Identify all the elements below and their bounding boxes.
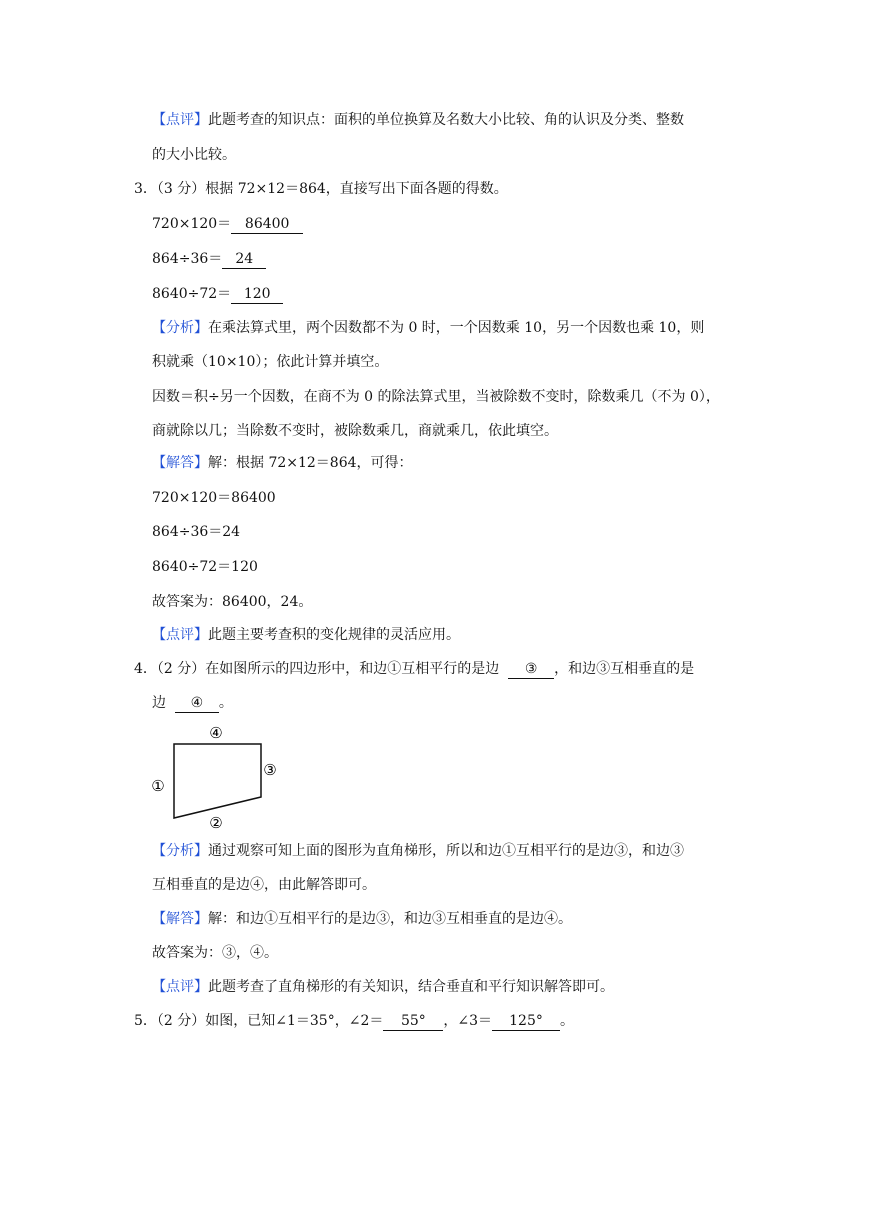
solution-text: 解：根据 72×12＝864，可得： xyxy=(208,455,413,471)
q4-stem-part-3: 边 xyxy=(152,695,166,711)
q3-item-2-expr: 864÷36＝ xyxy=(152,251,223,267)
q4-stem xyxy=(134,659,694,679)
analysis-tag: 【分析】 xyxy=(152,843,208,859)
q4-stem-part-2: ，和边③互相垂直的是 xyxy=(554,661,695,677)
q4-analysis-2: 互相垂直的是边④，由此解答即可。 xyxy=(152,877,376,893)
figure-label-top: ④ xyxy=(209,724,223,742)
q3-stem: 3．（3 分）根据 72×12＝864，直接写出下面各题的得数。 xyxy=(134,181,508,197)
q3-item-3 xyxy=(152,284,283,304)
q3-item-1-expr: 720×120＝ xyxy=(152,216,232,232)
q4-analysis xyxy=(152,841,684,861)
figure-label-bottom: ② xyxy=(209,814,223,832)
review-tag: 【点评】 xyxy=(152,979,208,995)
review-text: 此题主要考查积的变化规律的灵活应用。 xyxy=(208,627,460,643)
q3-solution xyxy=(152,453,413,473)
analysis-text: 通过观察可知上面的图形为直角梯形，所以和边①互相平行的是边③，和边③ xyxy=(208,843,684,859)
q3-item-2-answer: 24 xyxy=(222,250,266,269)
review-tag: 【点评】 xyxy=(152,112,208,128)
q5-stem xyxy=(134,1011,574,1031)
q5-stem-part-2: ，∠3＝ xyxy=(443,1013,492,1029)
trapezoid-shape xyxy=(174,744,261,818)
review-line xyxy=(152,110,684,130)
q3-item-1 xyxy=(152,214,303,234)
q4-stem-cont xyxy=(152,693,233,713)
solution-tag: 【解答】 xyxy=(152,455,208,471)
q4-solution xyxy=(152,909,572,929)
q3-solution-line-2: 864÷36＝24 xyxy=(152,524,241,540)
q3-item-3-answer: 120 xyxy=(231,285,283,304)
solution-tag: 【解答】 xyxy=(152,911,208,927)
q3-review xyxy=(152,625,460,645)
analysis-text: 在乘法算式里，两个因数都不为 0 时，一个因数乘 10，另一个因数也乘 10，则 xyxy=(208,320,705,336)
q5-stem-part-1: 5．（2 分）如图，已知∠1＝35°，∠2＝ xyxy=(134,1013,384,1029)
q4-answer-1: ③ xyxy=(508,660,554,679)
q5-answer-1: 55° xyxy=(383,1012,443,1031)
q3-item-1-answer: 86400 xyxy=(231,215,303,234)
q3-analysis-4: 商就除以几；当除数不变时，被除数乘几，商就乘几，依此填空。 xyxy=(152,423,558,439)
q5-stem-part-3: 。 xyxy=(560,1013,574,1029)
q3-solution-line-3: 8640÷72＝120 xyxy=(152,559,258,575)
q3-item-2 xyxy=(152,249,266,269)
review-tag: 【点评】 xyxy=(152,627,208,643)
figure-label-right: ③ xyxy=(263,761,277,779)
q3-final-answer: 故答案为：86400，24。 xyxy=(152,594,313,610)
solution-text: 解：和边①互相平行的是边③，和边③互相垂直的是边④。 xyxy=(208,911,572,927)
q4-final-answer: 故答案为：③，④。 xyxy=(152,945,278,961)
q3-analysis-2: 积就乘（10×10）；依此计算并填空。 xyxy=(152,354,389,370)
q4-answer-2: ④ xyxy=(175,694,219,713)
review-line-cont: 的大小比较。 xyxy=(152,147,236,163)
q3-solution-line-1: 720×120＝86400 xyxy=(152,490,276,506)
q4-review xyxy=(152,977,614,997)
trapezoid-figure xyxy=(145,720,285,835)
figure-label-left: ① xyxy=(151,777,165,795)
q5-answer-2: 125° xyxy=(492,1012,560,1031)
analysis-tag: 【分析】 xyxy=(152,320,208,336)
review-text: 此题考查了直角梯形的有关知识，结合垂直和平行知识解答即可。 xyxy=(208,979,614,995)
q4-stem-part-1: 4．（2 分）在如图所示的四边形中，和边①互相平行的是边 xyxy=(134,661,500,677)
q3-analysis-3: 因数＝积÷另一个因数，在商不为 0 的除法算式里，当被除数不变时，除数乘几（不为 0）， xyxy=(152,389,720,405)
q3-analysis xyxy=(152,318,704,338)
q3-item-3-expr: 8640÷72＝ xyxy=(152,286,232,302)
review-text: 此题考查的知识点：面积的单位换算及名数大小比较、角的认识及分类、整数 xyxy=(208,112,684,128)
q4-stem-part-4: 。 xyxy=(218,695,233,711)
